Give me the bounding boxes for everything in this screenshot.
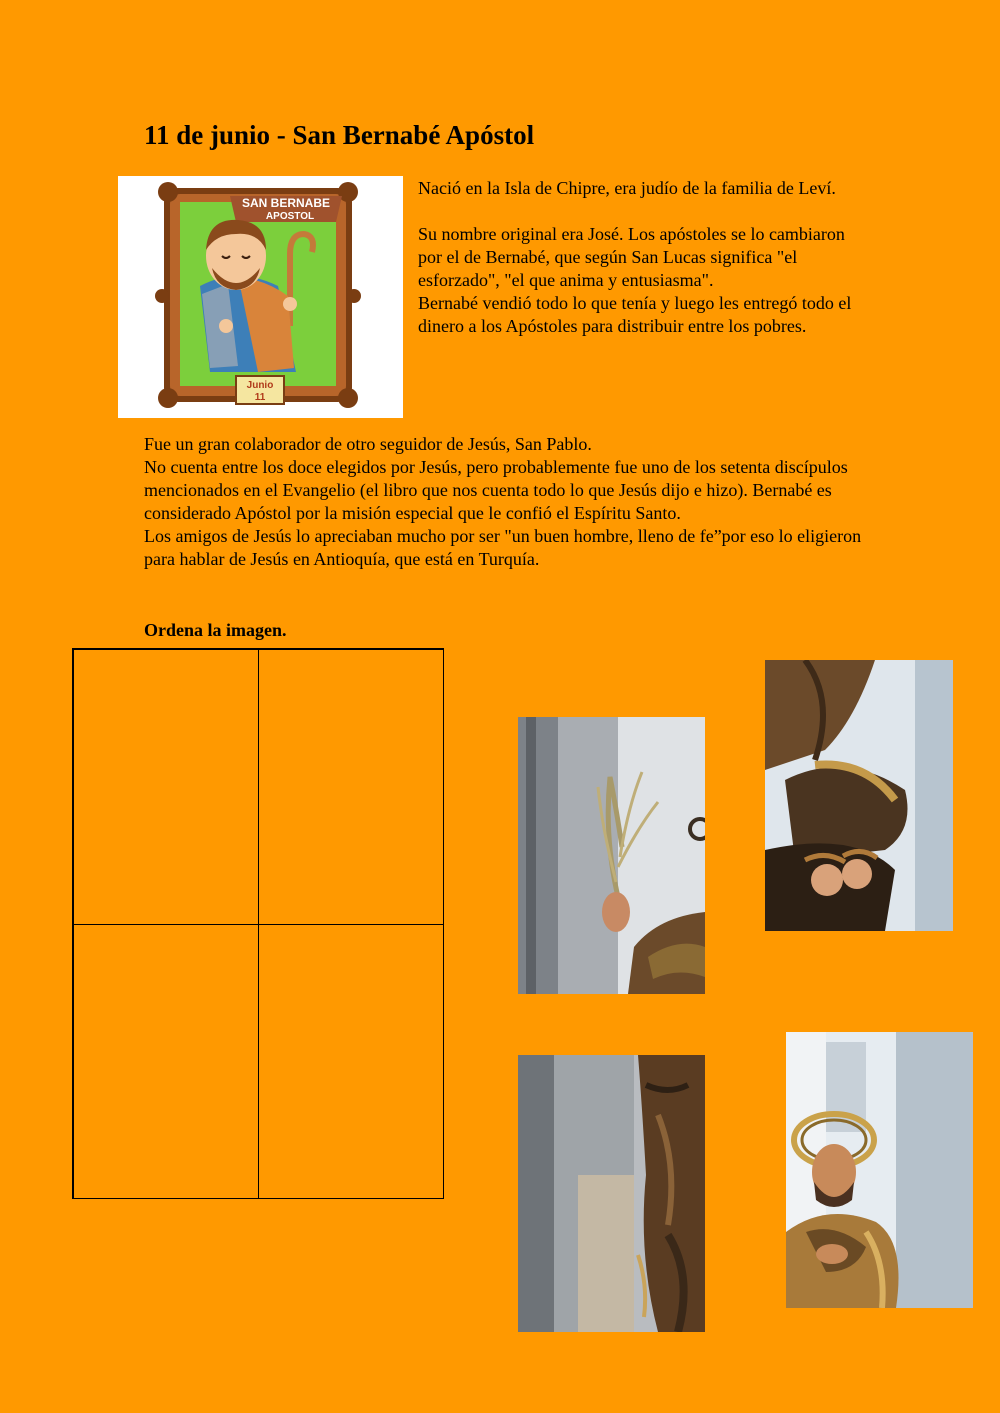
puzzle-instruction: Ordena la imagen. bbox=[144, 620, 287, 640]
body-paragraph-antioquia: Los amigos de Jesús lo apreciaban mucho por ser "un buen hombre, lleno de fe”por eso lo eligieron para hablar de Jesús en Antioquía, que está en Turquía. bbox=[144, 526, 862, 569]
puzzle-drop-cell-top-right[interactable] bbox=[258, 649, 444, 925]
puzzle-drop-cell-bottom-left[interactable] bbox=[73, 924, 259, 1199]
banner-text-1: SAN BERNABE bbox=[241, 196, 331, 210]
intro-text bbox=[418, 177, 858, 338]
body-text bbox=[144, 433, 864, 571]
puzzle-drop-cell-top-left[interactable] bbox=[73, 649, 259, 925]
puzzle-piece-lower-drapery[interactable] bbox=[518, 1055, 705, 1332]
puzzle-grid bbox=[72, 648, 444, 1199]
saint-illustration bbox=[118, 176, 403, 418]
body-paragraph-pablo: Fue un gran colaborador de otro seguidor de Jesús, San Pablo. bbox=[144, 434, 592, 454]
puzzle-piece-palm-hand[interactable] bbox=[518, 717, 705, 994]
intro-paragraph-origin: Nació en la Isla de Chipre, era judío de la familia de Leví. bbox=[418, 178, 836, 198]
body-paragraph-disciples: No cuenta entre los doce elegidos por Jesús, pero probablemente fue uno de los setenta discípulos mencionados en el Evangelio (el libro que nos cuenta todo lo que Jesús dijo e hizo). Bernabé es considerado Apóstol por la misión especial que le confió el Espíritu Santo. bbox=[144, 457, 848, 523]
intro-paragraph-name: Su nombre original era José. Los apóstoles se lo cambiaron por el de Bernabé, que según San Lucas significa "el esforzado", "el que anima y entusiasma". bbox=[418, 224, 845, 290]
intro-paragraph-charity: Bernabé vendió todo lo que tenía y luego les entregó todo el dinero a los Apóstoles para distribuir entre los pobres. bbox=[418, 293, 852, 336]
banner-text-2: APOSTOL bbox=[265, 211, 315, 222]
intro-spacer bbox=[418, 200, 858, 223]
plaque-text-2: 11 bbox=[254, 392, 266, 403]
puzzle-piece-head-halo[interactable] bbox=[786, 1032, 973, 1308]
puzzle-piece-base-cherubs[interactable] bbox=[765, 660, 953, 931]
page-title: 11 de junio - San Bernabé Apóstol bbox=[144, 120, 535, 150]
saint-cartoon-image bbox=[118, 176, 403, 418]
plaque-text-1: Junio bbox=[246, 380, 274, 391]
puzzle-drop-cell-bottom-right[interactable] bbox=[258, 924, 444, 1199]
